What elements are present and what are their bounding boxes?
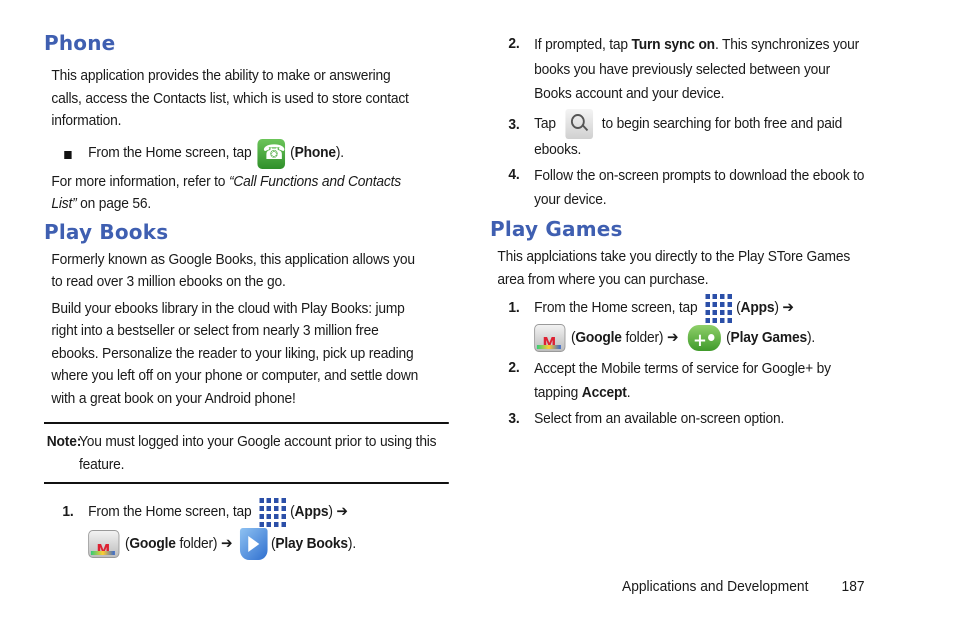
apps-grid-icon <box>259 497 287 527</box>
bullet-square <box>64 151 71 159</box>
play-books-step-1: 1. From the Home screen, tap (Apps) ➔ M(Google folder) ➔ (Play Books). <box>44 496 449 560</box>
arrow-icon: ➔ <box>220 535 233 552</box>
play-games-step-2: 2. Accept the Mobile terms of service for Google+ by tapping Accept. <box>508 359 831 402</box>
search-icon <box>565 109 593 139</box>
play-books-icon <box>240 528 268 560</box>
left-column <box>44 30 452 560</box>
phone-app-icon <box>257 139 285 169</box>
note-box <box>44 422 449 484</box>
note-text: You must logged into your Google account prior to using this feature. <box>78 433 437 473</box>
google-folder-icon <box>534 324 565 352</box>
arrow-icon: ➔ <box>782 299 794 316</box>
play-games-step-1: 1. From the Home screen, tap (Apps) ➔ M(Google folder) ➔ + (Play Games). <box>490 293 897 353</box>
apps-grid-icon <box>705 293 733 323</box>
cross-reference-link[interactable]: “Call Functions and Contacts List” <box>51 172 402 212</box>
page-number: 187 <box>841 578 865 595</box>
play-books-step-4: 4. Follow the on-screen prompts to download the ebook to your device. <box>508 166 865 208</box>
play-books-para2: Build your ebooks library in the cloud with Play Books: jump right into a bestseller or select from nearly 3 million free ebooks. Personalize the reader to your liking, pick up reading where you left off on your phone or computer, and settle down with a great book on your Android phone! <box>51 299 419 407</box>
arrow-icon: ➔ <box>336 503 348 520</box>
play-books-heading: Play Books <box>44 219 169 244</box>
footer-section: Applications and Development <box>622 578 809 595</box>
play-games-intro: This applciations take you directly to the Play STore Games area from where you can purchase. <box>497 248 851 288</box>
phone-intro: This application provides the ability to make or answering calls, access the Contacts list, which is used to store contact information. <box>51 67 409 129</box>
play-books-para1: Formerly known as Google Books, this application allows you to read over 3 million ebooks on the go. <box>51 250 415 290</box>
note-label: Note: <box>46 433 82 450</box>
google-folder-icon <box>88 530 119 558</box>
play-books-step-2: 2. If prompted, tap Turn sync on. This synchronizes your books you have previously selected between your Books account and your device. <box>508 35 860 102</box>
arrow-icon: ➔ <box>666 329 679 347</box>
phone-bullet: From the Home screen, tap ☎ (Phone). <box>44 139 449 169</box>
page-footer <box>622 578 865 595</box>
phone-heading: Phone <box>44 31 116 55</box>
play-games-heading: Play Games <box>490 217 623 241</box>
play-games-icon <box>687 325 720 351</box>
right-column <box>490 30 900 431</box>
play-games-step-3: 3. Select from an available on-screen option. <box>508 410 785 428</box>
phone-more-info: For more information, refer to “Call Functions and Contacts List” on page 56. <box>51 172 402 212</box>
play-books-step-3: 3. Tap to begin searching for both free and paid ebooks. <box>490 109 897 162</box>
